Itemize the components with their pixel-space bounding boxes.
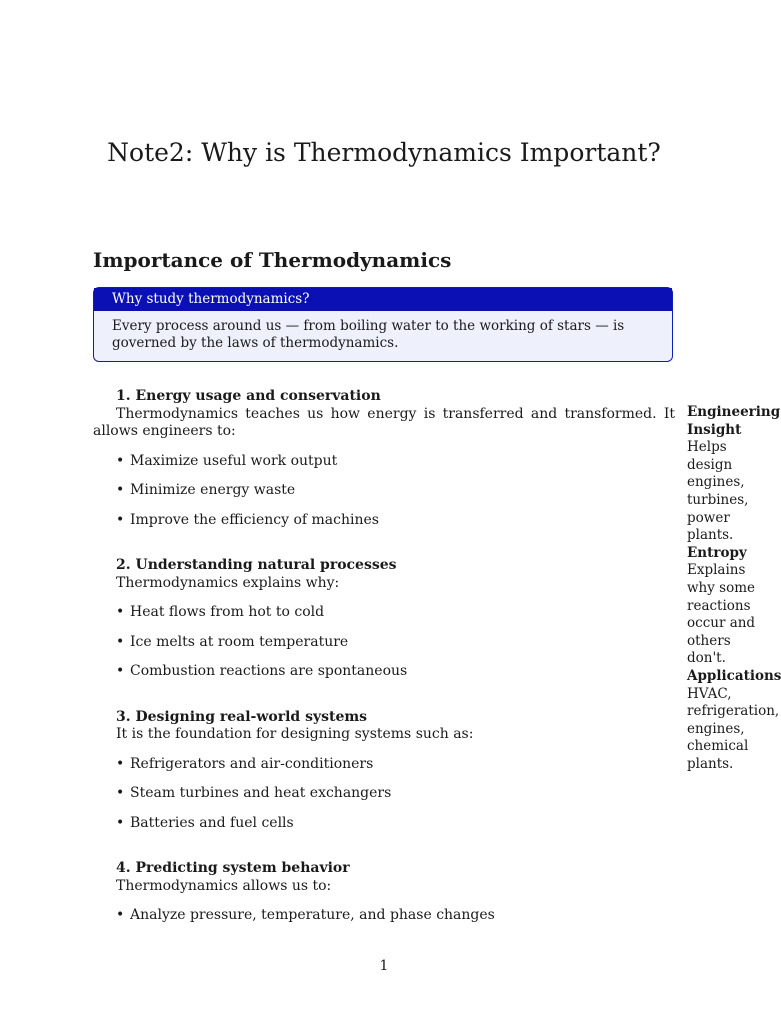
margin-note-text: Explains why some reactions occur and others don't. — [687, 562, 756, 667]
list-item: • Steam turbines and heat exchangers — [116, 785, 392, 801]
subsection-behavior — [93, 860, 675, 925]
bullet-icon: • — [116, 633, 125, 650]
list-item: • Minimize energy waste — [116, 482, 296, 498]
page-number: 1 — [379, 958, 389, 974]
list-item: • Combustion reactions are spontaneous — [116, 663, 408, 679]
list-item: • Ice melts at room temperature — [116, 633, 349, 650]
margin-note — [687, 404, 781, 545]
subsection-heading: 1. Energy usage and conservation — [116, 388, 381, 404]
list-item: • Analyze pressure, temperature, and phase changes — [116, 907, 495, 923]
bullet-icon: • — [116, 755, 125, 772]
margin-note-text: Helps design engines, turbines, power plants. — [687, 439, 749, 544]
bullet-list — [93, 453, 675, 530]
subsection-intro: Thermodynamics explains why: — [116, 574, 340, 591]
bullet-icon: • — [116, 663, 125, 679]
callout-heading: Why study thermodynamics? — [94, 288, 672, 311]
subsection-natural — [93, 557, 675, 681]
subsection-heading: 4. Predicting system behavior — [116, 860, 350, 876]
bullet-icon: • — [116, 785, 125, 801]
subsection-intro: Thermodynamics teaches us how energy is transferred and transformed. It allows engineers to: — [93, 405, 675, 439]
list-item: • Maximize useful work output — [116, 452, 338, 469]
list-item: • Heat flows from hot to cold — [116, 604, 325, 620]
subsection-intro: It is the foundation for designing systems such as: — [116, 726, 474, 742]
margin-notes — [687, 404, 781, 773]
margin-note-heading: Engineering Insight — [687, 404, 781, 438]
subsection-systems — [93, 709, 675, 833]
bullet-icon: • — [116, 907, 125, 923]
bullet-list — [93, 756, 675, 833]
margin-note — [687, 667, 781, 774]
callout-box — [93, 287, 673, 362]
subsection-energy — [93, 388, 675, 529]
bullet-icon: • — [116, 452, 125, 469]
subsection-intro: Thermodynamics allows us to: — [116, 877, 332, 894]
bullet-icon: • — [116, 511, 125, 528]
margin-note-text: HVAC, refrigeration, engines, chemical plants. — [687, 685, 780, 772]
bullet-icon: • — [116, 482, 125, 498]
margin-note-heading: Entropy — [687, 544, 747, 561]
margin-note-heading: Applications — [687, 667, 781, 684]
bullet-icon: • — [116, 814, 125, 831]
subsection-heading: 3. Designing real-world systems — [116, 708, 368, 725]
callout-body: Every process around us — from boiling water to the working of stars — is governed by the laws of thermodynamics. — [112, 318, 625, 351]
list-item: • Batteries and fuel cells — [116, 814, 294, 831]
document-title: Note2: Why is Thermodynamics Important? — [107, 138, 661, 167]
list-item: • Improve the efficiency of machines — [116, 511, 379, 528]
bullet-list — [93, 604, 675, 681]
bullet-icon: • — [116, 604, 125, 620]
section-heading: Importance of Thermodynamics — [93, 248, 452, 272]
subsection-heading: 2. Understanding natural processes — [116, 557, 397, 573]
main-content — [93, 388, 675, 953]
bullet-list — [93, 907, 675, 925]
margin-note — [687, 545, 759, 668]
list-item: • Refrigerators and air-conditioners — [116, 755, 374, 772]
